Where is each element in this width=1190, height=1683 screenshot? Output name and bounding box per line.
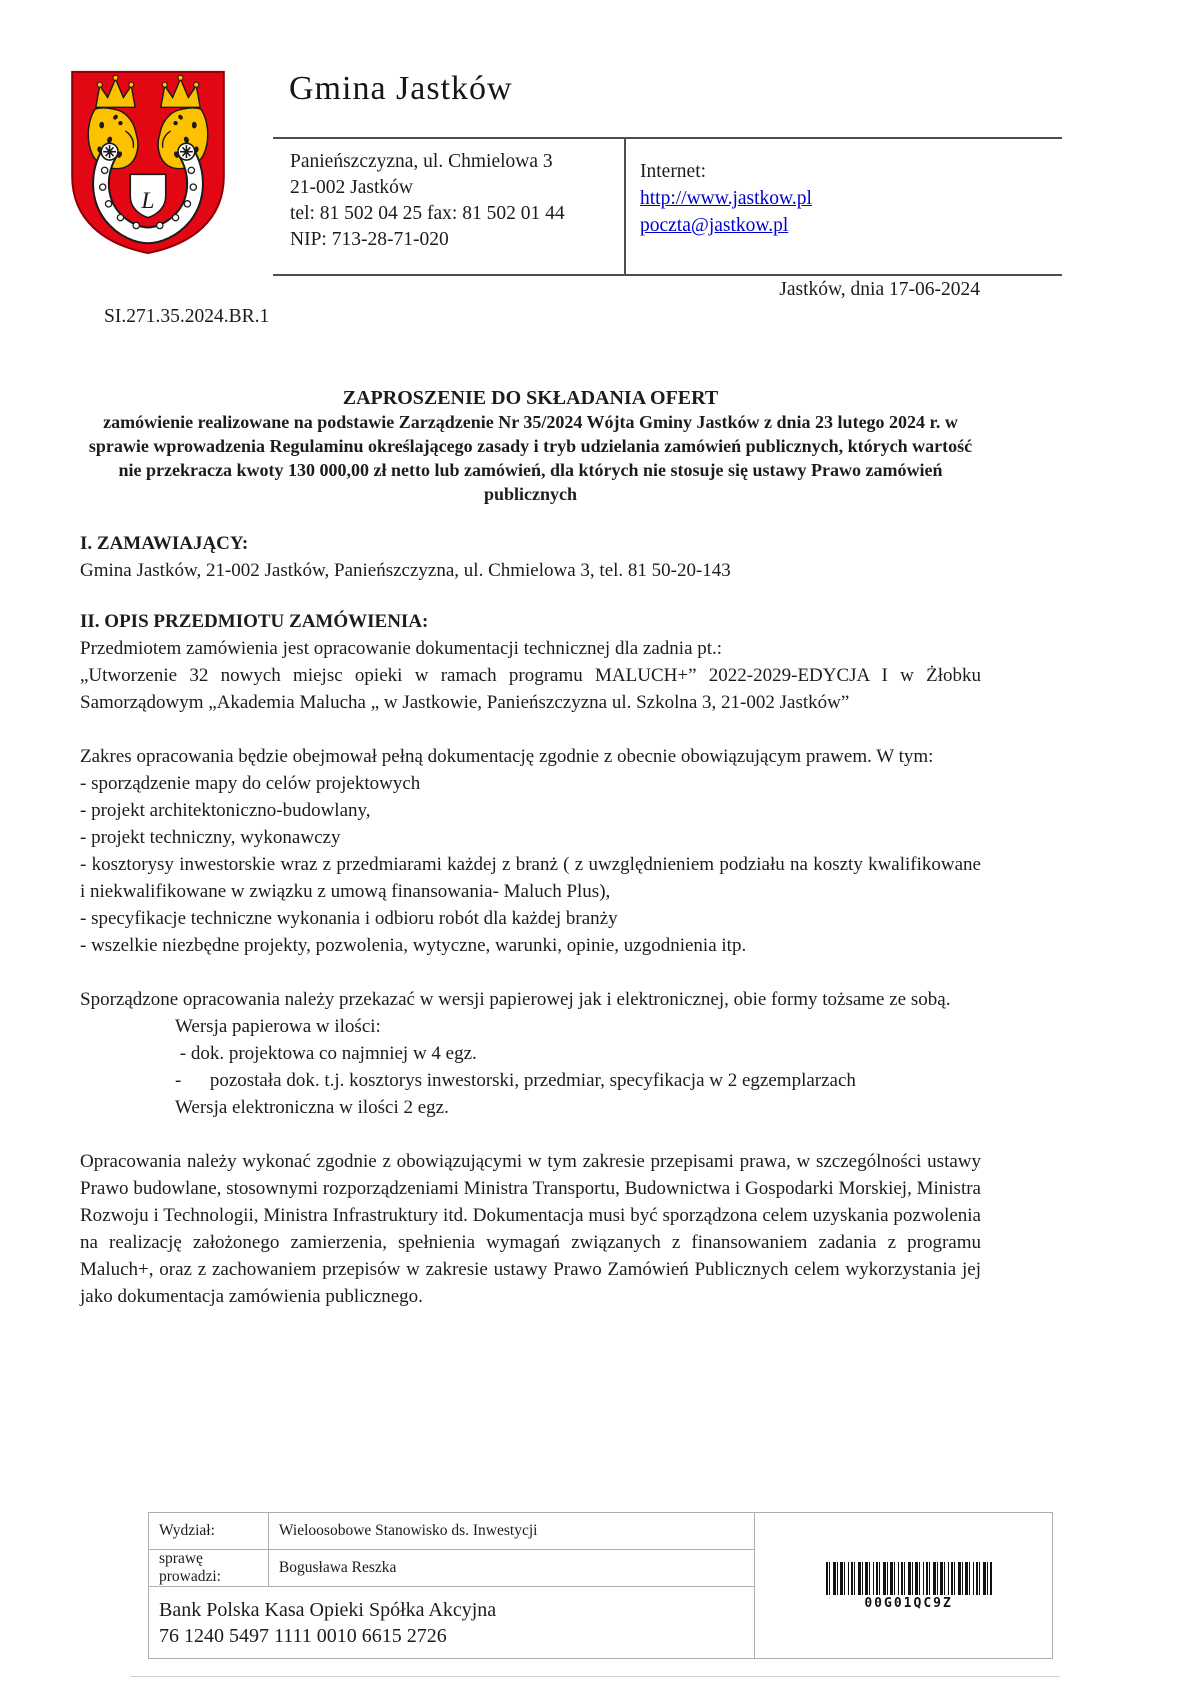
- table-value: Wieloosobowe Stanowisko ds. Inwestycji: [268, 1513, 754, 1550]
- barcode: [826, 1562, 992, 1595]
- reference-number: SI.271.35.2024.BR.1: [104, 306, 270, 327]
- section-2-heading: II. OPIS PRZEDMIOTU ZAMÓWIENIA:: [80, 611, 429, 632]
- section-1-body: Gmina Jastków, 21-002 Jastków, Panieńszczyzna, ul. Chmielowa 3, tel. 81 50-20-143: [80, 560, 731, 581]
- table-label: Wydział:: [149, 1513, 269, 1550]
- scope-item: - wszelkie niezbędne projekty, pozwolenia, wytyczne, warunki, opinie, uzgodnienia itp.: [80, 935, 747, 956]
- page-bottom-rule: [130, 1676, 1060, 1677]
- crest-letter: L: [141, 187, 155, 214]
- header-divider-vertical: [624, 138, 626, 274]
- address-line: tel: 81 502 04 25 fax: 81 502 01 44: [290, 203, 565, 224]
- section-1-heading: I. ZAMAWIAJĄCY:: [80, 533, 249, 554]
- barcode-cell: [755, 1513, 1053, 1659]
- scope-item: - kosztorysy inwestorskie wraz z przedmiarami każdej z branż ( z uwzględnieniem podziału na koszty kwalifikowane i niekwalifikowane w związku z umową finansowania- Maluch Plus),: [80, 854, 981, 902]
- scope-item: - sporządzenie mapy do celów projektowych: [80, 773, 421, 794]
- legal-paragraph: Opracowania należy wykonać zgodnie z obowiązującymi w tym zakresie przepisami prawa, w szczególności ustawy Prawo budowlane, stosownymi rozporządzeniami Ministra Transportu, Budownictwa i Gospodarki Morskiej, Ministra Rozwoju i Technologii, Ministra Infrastruktury itd. Dokumentacja musi być sporządzona celem uzyskania pozwolenia na realizację założonego zamierzenia, spełnienia wymagań związanych z finansowaniem zadania z programu Maluch+, oraz z zachowaniem przepisów w zakresie ustawy Prawo Zamówień Publicznych celem wykorzystania jej jako dokumentacja zamówienia publicznego.: [80, 1151, 981, 1307]
- bank-account: 76 1240 5497 1111 0010 6615 2726: [159, 1624, 447, 1647]
- header-divider-top: [273, 137, 1062, 139]
- org-title: Gmina Jastków: [289, 70, 513, 107]
- scope-intro: Zakres opracowania będzie obejmował pełną dokumentację zgodnie z obecnie obowiązującym prawem. W tym:: [80, 746, 934, 767]
- address-line: NIP: 713-28-71-020: [290, 229, 449, 250]
- coat-of-arms-icon: [64, 66, 232, 258]
- table-value: Bogusława Reszka: [268, 1550, 754, 1587]
- delivery-line: Wersja papierowa w ilości:: [175, 1016, 381, 1037]
- internet-block: [640, 158, 812, 239]
- bank-cell: [149, 1587, 755, 1659]
- table-label: sprawę prowadzi:: [149, 1550, 269, 1587]
- document-body: [80, 386, 981, 1310]
- section-2-intro: Przedmiotem zamówienia jest opracowanie dokumentacji technicznej dla zadnia pt.:: [80, 638, 723, 659]
- address-block: [290, 149, 565, 253]
- website-link[interactable]: http://www.jastkow.pl: [640, 188, 812, 209]
- document-subtitle: zamówienie realizowane na podstawie Zarządzenie Nr 35/2024 Wójta Gminy Jastków z dnia 23 lutego 2024 r. w sprawie wprowadzenia Regulaminu określającego zasady i tryb udzielania zamówień publicznych, których wartość nie przekracza kwoty 130 000,00 zł netto lub zamówień, dla których nie stosuje się ustawy Prawo zamówień publicznych: [88, 412, 973, 504]
- delivery-intro: Sporządzone opracowania należy przekazać w wersji papierowej jak i elektronicznej, obie formy tożsame ze sobą.: [80, 989, 951, 1010]
- scope-item: - projekt techniczny, wykonawczy: [80, 827, 341, 848]
- barcode-text: 00G01QC9Z: [864, 1595, 953, 1611]
- address-line: Panieńszczyzna, ul. Chmielowa 3: [290, 151, 553, 172]
- bank-name: Bank Polska Kasa Opieki Spółka Akcyjna: [159, 1598, 497, 1621]
- scope-item: - projekt architektoniczno-budowlany,: [80, 800, 371, 821]
- delivery-line: - pozostała dok. t.j. kosztorys inwestorski, przedmiar, specyfikacja w 2 egzemplarzach: [175, 1070, 856, 1091]
- header-divider-bottom: [273, 274, 1062, 276]
- document-title: ZAPROSZENIE DO SKŁADANIA OFERT: [342, 387, 719, 409]
- section-2-task: „Utworzenie 32 nowych miejsc opieki w ramach programu MALUCH+” 2022-2029-EDYCJA I w Żłobku Samorządowym „Akademia Malucha „ w Jastkowie, Panieńszczyzna ul. Szkolna 3, 21-002 Jastków”: [80, 665, 981, 713]
- address-line: 21-002 Jastków: [290, 177, 413, 198]
- table-row: [149, 1513, 1053, 1550]
- delivery-lines: [175, 1013, 981, 1121]
- delivery-line: Wersja elektroniczna w ilości 2 egz.: [175, 1097, 449, 1118]
- case-info-table: [148, 1512, 1053, 1659]
- scope-item: - specyfikacje techniczne wykonania i odbioru robót dla każdej branży: [80, 908, 618, 929]
- internet-label: Internet:: [640, 161, 707, 182]
- delivery-line: - dok. projektowa co najmniej w 4 egz.: [175, 1043, 477, 1064]
- email-link[interactable]: poczta@jastkow.pl: [640, 215, 789, 236]
- date-line: Jastków, dnia 17-06-2024: [779, 279, 980, 300]
